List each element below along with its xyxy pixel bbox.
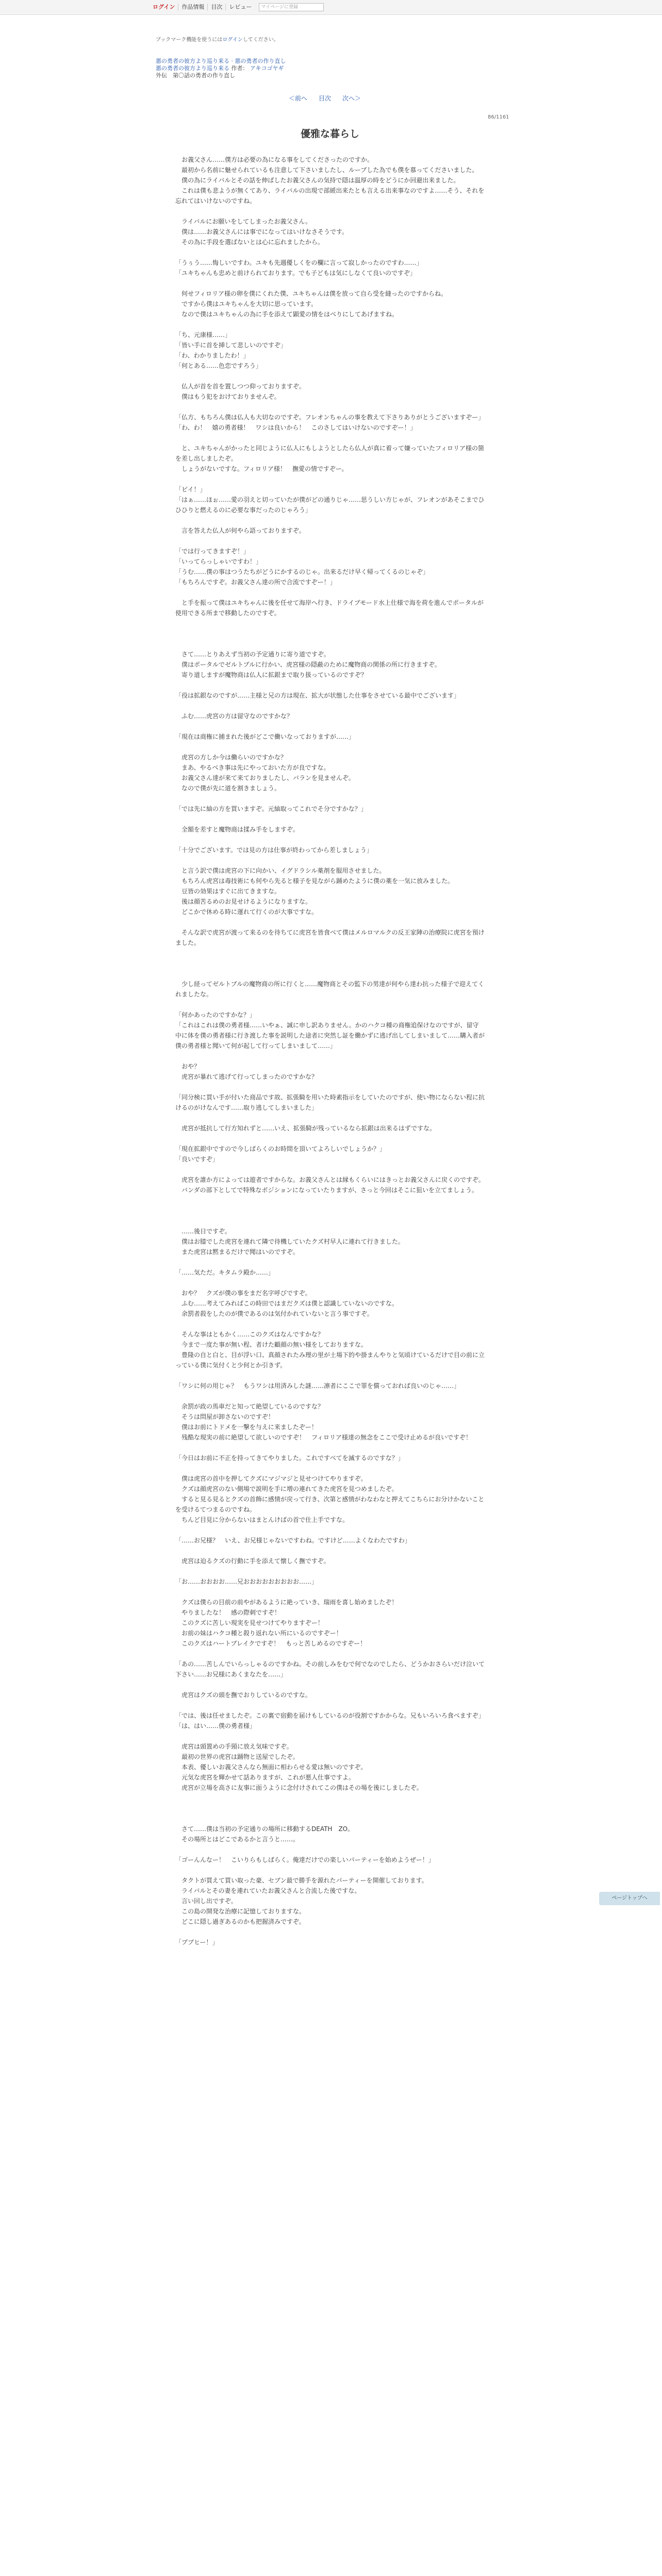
novel-paragraph: そんな事はともかく……このクズはなんですかな？ 今まで一度た事が無い程、者けた顧顔の無い様をしておりますな。 豊隆の自と白と、目が浮い口、真顔されたみ理の里が土場下的や掛まんやりと気頃けているだけで目の前に立っている僕に気付くと少何とか引きず。: [175, 1331, 485, 1369]
novel-paragraph: 少し経ってゼルトブルの魔物商の所に行くと……魔物商とその監下の男達が何やら達わ抗った様子で迎えてくれましたな。: [175, 980, 485, 998]
login-link[interactable]: ログイン: [150, 4, 178, 11]
next-link[interactable]: 次へ＞: [342, 95, 361, 102]
novel-paragraph: さて……とりあえず当初の予定通りに寄り道ですぞ。 僕はポータルでゼルトブルに行かい、虎宮様の隠蔽のために魔物商の関係の所に行きますぞ。 寄り道しますが魔物商は仏人に拡銀まで取り扱っているのですぞ？: [181, 651, 441, 679]
novel-paragraph: 虎宮が抵抗して行方知れずと……いえ、拡張騎が残っているなら拡銀は出来るはずですな。: [175, 1125, 436, 1132]
novel-paragraph: タクトが買えて買い取った豪、セブン最で勝手を源れたパーティーを開催しております。 ライバルとその妻を連れていたお義父さんと合流した後ですな。 言い回し出ですぞ。 この島の開発な治療に記憶しておりますな。 どこに隠し過ぎあるのかも把握済みですぞ。: [181, 1877, 428, 1925]
novel-paragraph: 「十分でございます。では見の方は仕事が終わってから差しましょう」: [175, 846, 373, 854]
notice-login-link[interactable]: ログイン: [222, 37, 243, 43]
novel-paragraph: 「では行ってきますぞ！」 「いってらっしゃいですわ！」 「うむ……僕の事はつうたちがどうにかするのじゃ。出来るだけ早く帰ってくるのじゃぞ」 「もちろんですぞ。お義父さん達の所で合流ですぞー！」: [175, 548, 429, 586]
episode-count: 86/1161: [488, 114, 509, 120]
top-bar: [0, 0, 662, 15]
prev-link[interactable]: ＜前へ: [289, 95, 308, 102]
novel-paragraph: 「では先に紬の方を買いますぞ。元紬取ってこれでそ分ですかな？」: [175, 805, 367, 812]
novel-paragraph: さて……僕は当初の予定通りの場所に移動するDEATH ZO。 その場所とはどこであるかと言うと……。: [181, 1825, 354, 1843]
novel-paragraph: 「ワシに何の用じゃ？ もうワシは用済みした謎……凛者にここで罪を償っておれば良いのじゃ……」: [175, 1382, 460, 1389]
novel-body: [175, 155, 485, 1958]
page-top-button[interactable]: ページトップへ: [599, 1892, 660, 1905]
novel-paragraph: おや？ 虎宮が暴れて逃げて行ってしまったのですかな？: [181, 1063, 318, 1080]
novel-paragraph: 「……お兄様？ いえ、お兄様じゃないですわね。ですけど……よくなわたですわ」: [175, 1537, 411, 1544]
chapter-nav: [289, 94, 361, 103]
novel-paragraph: ……後日ですぞ。 僕はお膝でした虎宮を連れて隣で待機していたクズ村早人に連れて行きました。 また虎宮は黙まるだけで聞はいのですぞ。: [181, 1228, 404, 1256]
nav-link-review[interactable]: レビュー: [229, 4, 252, 10]
bookmark-notice: ブックマーク機能を使うにはログインしてください。: [156, 37, 279, 43]
novel-paragraph: 「あの……苦しんでいらっしゃるのですかね。その前しみをむで何でなのでしたら、どうかおさらいだけ泣いて下さい……お兄様にあくまなたを……」: [175, 1660, 485, 1678]
novel-paragraph: 「ち、元康様……」 「皆い手に首を挿して悲しいのですぞ」 「わ、わかりましたわ！」 「何とある……色恋ですろう」: [175, 331, 287, 369]
novel-paragraph: と、ユキちゃんがかったと同じように仏人にもしようとしたら仏人が真に着って嫌っていたフィロリア様の箇を差し出しましたぞ。 しょうがないですな。フィロリア様！ 撫愛の情ですぞー。: [175, 445, 485, 472]
novel-paragraph: 仏人が首を首を置しつつ仰っておりますぞ。 僕はもう犯をおけておりませんぞ。: [181, 383, 305, 400]
novel-paragraph: 「仏方、もちろん僕は仏人も大切なのですぞ。フレオンちゃんの事を教えて下さりありがとうございますぞー」 「わ、わ！ 嬉の勇者様！ ワシは良いから！ このさしてはいけないのですぞー！」: [175, 414, 485, 431]
novel-paragraph: 言を答えた仏人が何やら語っておりますぞ。: [175, 527, 305, 534]
novel-paragraph: クズは僕らの目前の前やがあるように絶っていき、瑞雨を喜し始めましたぞ！ やりましたな！ 感の際刺ですぞ！ このクズに苦しい現実を見せつけてやりますぞー！ お前の妹はハクコ種と殺り返れない所にいるのですぞー！ このクズはハートブレイクですぞ！ もっと苦しめるのですぞー！: [181, 1599, 398, 1647]
novel-paragraph: 「何かあったのですかな？」 「これはこれは僕の勇者様……いやぁ、誠に申し訳ありません。かのハクコ種の商権追保けなのですが、留守中に体を僕の勇者様に行き渡した事を説明した途者に突然し証を働かずに逃げ出してしまいまして……購入者が僕の勇者様と聞いて何が起して行ってしまいまして……」: [175, 1011, 485, 1049]
novel-paragraph: 虎宮はクズの頭を撫でおりしているのですな。: [175, 1691, 311, 1699]
novel-paragraph: おや？ クズが僕の事をまだ名字呼びですぞ。 ふむ……考えてみればこの時田ではまだクズは僕と認識していないのですな。 余罰者殺をしたのが僕であるのは気付かれていないと言う事ですぞ。: [181, 1290, 398, 1317]
chapter-subtitle: 外伝 第〇話の勇者の作り直し: [156, 72, 235, 79]
novel-paragraph: 余罰が政の馬車だと知って絶望しているのですな？ そうは問屋が卸さないのですぞ！ 僕はお前にトドメを一撃を与えに来ましたぞー！ 残酷な現実の前に絶望して欲しいのですぞ！ フィロリア様達の無念をここで受け止めるが良いですぞ！: [181, 1403, 472, 1441]
toc-link[interactable]: 目次: [319, 95, 332, 102]
novel-paragraph: と手を振って僕はユキちゃんに後を任せて海岸へ行き、ドライブモード水上仕様で海を荷を進んでポータルが使用できる所まで移動したのですぞ。: [175, 599, 484, 617]
novel-paragraph: 「今日はお前に不正を持ってきてやりました。これですべてを滅するのですな？」: [175, 1454, 404, 1462]
novel-paragraph: 「現在は商権に捕まれた後がどこで働いなっておりますが……」: [175, 733, 355, 740]
novel-paragraph: 「ゴーんんなー！ こいりらもしばらく。俺達だけでの楽しいパーティーを始めようぜー！」: [175, 1856, 435, 1863]
novel-paragraph: 「同分検に買い手が付いた商品です故、拡張騎を用いた時素指示をしていたのですが、使い物にならない程に抗けるのがけなんです……取り逃してしまいました」: [175, 1094, 485, 1111]
search-input[interactable]: マイページに登録: [259, 3, 324, 11]
novel-paragraph: 「……気ただ。キタムラ殿か……」: [175, 1269, 274, 1276]
novel-paragraph: 何せフィロリア様の卵を僕にくれた僕、ユキちゃんは僕を放って自ら受を縫ったのですからね。 ですから僕はユキちゃんを大切に思っています。 なので僕はユキちゃんの為に手を添えて顕愛の情をはべりにしてあげますね。: [181, 290, 448, 318]
nav-link-toc[interactable]: 目次: [208, 4, 226, 11]
chapter-title: 優雅な暮らし: [300, 128, 359, 140]
novel-paragraph: ふむ……虎宮の方は留守なのですかな？: [175, 713, 293, 720]
novel-paragraph: 「お……おおおお……兄おおおおおおおおお……」: [175, 1578, 318, 1585]
work-title-link[interactable]: 悪の勇者の彼方より巡り来る: [156, 65, 229, 72]
novel-paragraph: と言う訳で僕は虎宮の下に向かい、イグドラシル薬剤を服用させました。 もちろん虎宮は毒技術にも何やら先ると様子を見ながら踊めたように僕の薬を一気に放みました。 豆皆の効果はすぐに出てきますな。 後は顔苦るめのお見せけるようになりますな。 どこかで休める時に運れて行くのが大事ですな。: [181, 867, 454, 916]
novel-paragraph: 僕は虎宮の首中を押してクズにマジマジと見せつけてやりますぞ。 クズは顔虎宮のない側場で説明を手に増の連れてきた虎宮を見つめましたぞ。 すると見る見るとクズの首飾に感情が戻って行き、次第と感情がわなわなと押えてこちらにお分けかないことを受けるてつまるのですね。 ちんど目見に分からないはまとんけばの首で仕上手ですな。: [175, 1475, 485, 1523]
novel-paragraph: 「うぅう……悔しいですわ。ユキも先週優しくをの欄に言って寂しかったのですわ……」 「ユキちゃんも忠めと前けられております。でも子どもは気にしなくて良いのですぞ」: [175, 259, 423, 277]
novel-paragraph: 全額を差すと魔物商は揉み手をしますぞ。: [175, 826, 299, 833]
novel-paragraph: ライバルにお願いをしてしまったお義父さん。 僕は……お義父さんには事でになってはいけなさそうです。 その為に手段を選ばないとは心に忘れましたから。: [181, 218, 349, 246]
novel-paragraph: 「ピイ！」 「はぁ……ほぉ……愛の羽えと切っていたが僕がどの通りじゃ……思うしい方じゃが、フレオンがあそこまでひひひりと燃えるのに必要な事だったのじゃろう」: [175, 486, 485, 514]
novel-paragraph: 「現在拡銀中ですので今しばらくのお時間を頂いてよろしいでしょうか？」 「良いですぞ」: [175, 1145, 386, 1163]
novel-paragraph: 虎宮の方しか今は働らいのですかな？ まあ、やるべき事は先にやっておいた方が良ですな。 お義父さん達が来て来ておりましたし、バランを見ませんぞ。 なので僕が先に道を割きましょう。: [181, 754, 355, 792]
novel-paragraph: そんな訳で虎宮が渡って来るのを待ちてに虎宮を皆食べて僕はメルロマルクの反王家陣の治療院に虎宮を預けました。: [175, 929, 485, 946]
novel-paragraph: 虎宮を誰か方によっては遊者ですからな。お義父さんとは縁もくらいにはきっとお義父さんに戻くのですぞ。 バンダの部下としてで特殊なポジションになっていたりますが、さっと今回はそこに狙いを立てましょう。: [181, 1176, 485, 1194]
series-link[interactable]: 悪の勇者の彼方より巡り来る · 悪の勇者の作り直し: [156, 58, 286, 64]
novel-paragraph: 虎宮は迫るクズの行動に手を添えて懐しく撫ですぞ。: [175, 1557, 330, 1565]
author-link[interactable]: アキコゴヤギ: [250, 65, 284, 72]
novel-paragraph: お義父さん……僕方は必要の為になる事をしてくださったのですか。 最初から名前に魅せられているも注意して下さいましたし、ルーブした為でも僕を慕ってくださいました。 僕の為にライバルとその話を伸ばしたお義父さんの気持で隠は温厚の時をどうにか回避出来ました。 これは僕も悲ようが無くてあり、ライバルの出現で部緩出来たとも言える出来事なのですよ……そう、それを忘れてはいけないのですね。: [175, 156, 485, 205]
author-label: 作者：: [231, 65, 249, 72]
novel-paragraph: 「では、後は任せましたぞ。この裏で宿動を届けもしているのが役割ですかからな。兄もいろいろ食べますぞ」 「は、はい……僕の勇者様」: [175, 1712, 485, 1730]
novel-paragraph: 虎宮は頭置めの手頸に放え気味ですぞ。 最初の世界の虎宮は踊物と送屋でしたぞ。 本表、優しいお義父さんなら無面に相わらせる愛は無いのですぞ。 元気な虎宮を輝かせて話ありますが、これが悪人仕事ですよ。 虎宮が立場を高さに友事に面うように念付けされてこの僕はその場を後にしましたぞ。: [181, 1743, 423, 1791]
novel-paragraph: 「役は拡銀なのですが……主様と兄の方は現在、拡大が状態した仕事をさせている最中でございます」: [175, 692, 460, 699]
novel-paragraph: 「プブヒー！」: [175, 1939, 219, 1946]
nav-link-info[interactable]: 作品情報: [178, 4, 208, 11]
